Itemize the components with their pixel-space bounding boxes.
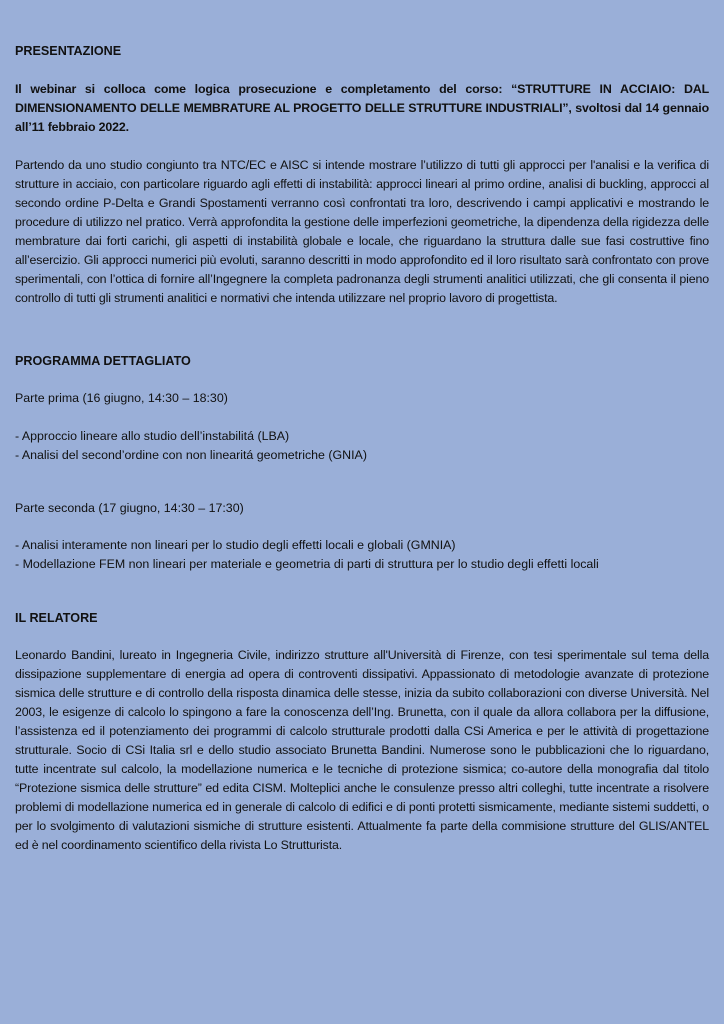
list-item: - Analisi del second’ordine con non linearitá geometriche (GNIA) [15,448,367,462]
list-item: - Modellazione FEM non lineari per materiale e geometria di parti di struttura per lo studio degli effetti locali [15,557,599,571]
parte-seconda-title: Parte seconda (17 giugno, 14:30 – 17:30) [15,501,244,515]
presentazione-intro: Il webinar si colloca come logica prosecuzione e completamento del corso: “STRUTTURE IN ACCIAIO: DAL DIMENSIONAMENTO DELLE MEMBRATURE AL PROGETTO DELLE STRUTTURE INDUSTRIALI”, svoltosi dal 14 gennaio all’11 febbraio 2022. [15,82,709,134]
relatore-body: Leonardo Bandini, lureato in Ingegneria Civile, indirizzo strutture all'Università di Firenze, con tesi sperimentale sul tema della dissipazione supplementare di energia ad opera di controventi dissipativi. Appassionato di metodologie avanzate di protezione sismica delle strutture e di controllo della risposta dinamica delle stesse, inizia da subito collaborazioni con diverse Università. Nel 2003, le esigenze di calcolo lo spingono a fare la conoscenza dell’Ing. Brunetta, con il quale da allora collabora per la diffusione, l’assistenza ed il potenziamento dei programmi di calcolo strutturale prodotti dalla CSi America e per le attività di progettazione strutturale. Socio di CSi Italia srl e dello studio associato Brunetta Bandini. Numerose sono le pubblicazioni che lo riguardano, tutte incentrate sul calcolo, la modellazione numerica e le tecniche di protezione sismica; co-autore della monografia dal titolo “Protezione sismica delle strutture” ed edita CISM. Molteplici anche le consulenze presso altri colleghi, tutte incentrate a risolvere problemi di modellazione numerica ed in generale di calcolo di edifici e di ponti protetti sismicamente, mediante sistemi suddetti, o per lo svolgimento di valutazioni sismiche di strutture esistenti. Attualmente fa parte della commisione strutture del GLIS/ANTEL ed è nel coordinamento scientifico della rivista Lo Strutturista. [15,648,709,852]
presentazione-heading: PRESENTAZIONE [15,44,122,58]
parte-prima-list [15,427,709,465]
presentazione-body: Partendo da uno studio congiunto tra NTC/EC e AISC si intende mostrare l’utilizzo di tutti gli approcci per l'analisi e la verifica di strutture in acciaio, con particolare riguardo agli effetti di instabilità: approcci lineari al primo ordine, analisi di buckling, approcci al secondo ordine P-Delta e Grandi Spostamenti verranno così confrontati tra loro, descrivendo i campi applicativi e mostrando le procedure di utilizzo nel pratico. Verrà approfondita la gestione delle imperfezioni geometriche, la dipendenza della rigidezza delle membrature dai forti carichi, gli aspetti di instabilità globale e locale, che riguardano la struttura dalle sue fasi costruttive fino all’esercizio. Gli approcci numerici più evoluti, saranno descritti in modo approfondito ed il loro risultato sarà confrontato con prove sperimentali, con l’ottica di fornire all’Ingegnere la completa padronanza degli strumenti analitici utilizzati, che gli consenta il pieno controllo di tutti gli strumenti analitici e normativi che intenda utilizzare nel proprio lavoro di progettista. [15,158,709,305]
parte-seconda-list [15,536,709,574]
list-item: - Analisi interamente non lineari per lo studio degli effetti locali e globali (GMNIA) [15,538,456,552]
programma-heading: PROGRAMMA DETTAGLIATO [15,354,191,368]
relatore-heading: IL RELATORE [15,611,98,625]
list-item: - Approccio lineare allo studio dell’instabilitá (LBA) [15,429,290,443]
parte-prima-title: Parte prima (16 giugno, 14:30 – 18:30) [15,391,228,405]
